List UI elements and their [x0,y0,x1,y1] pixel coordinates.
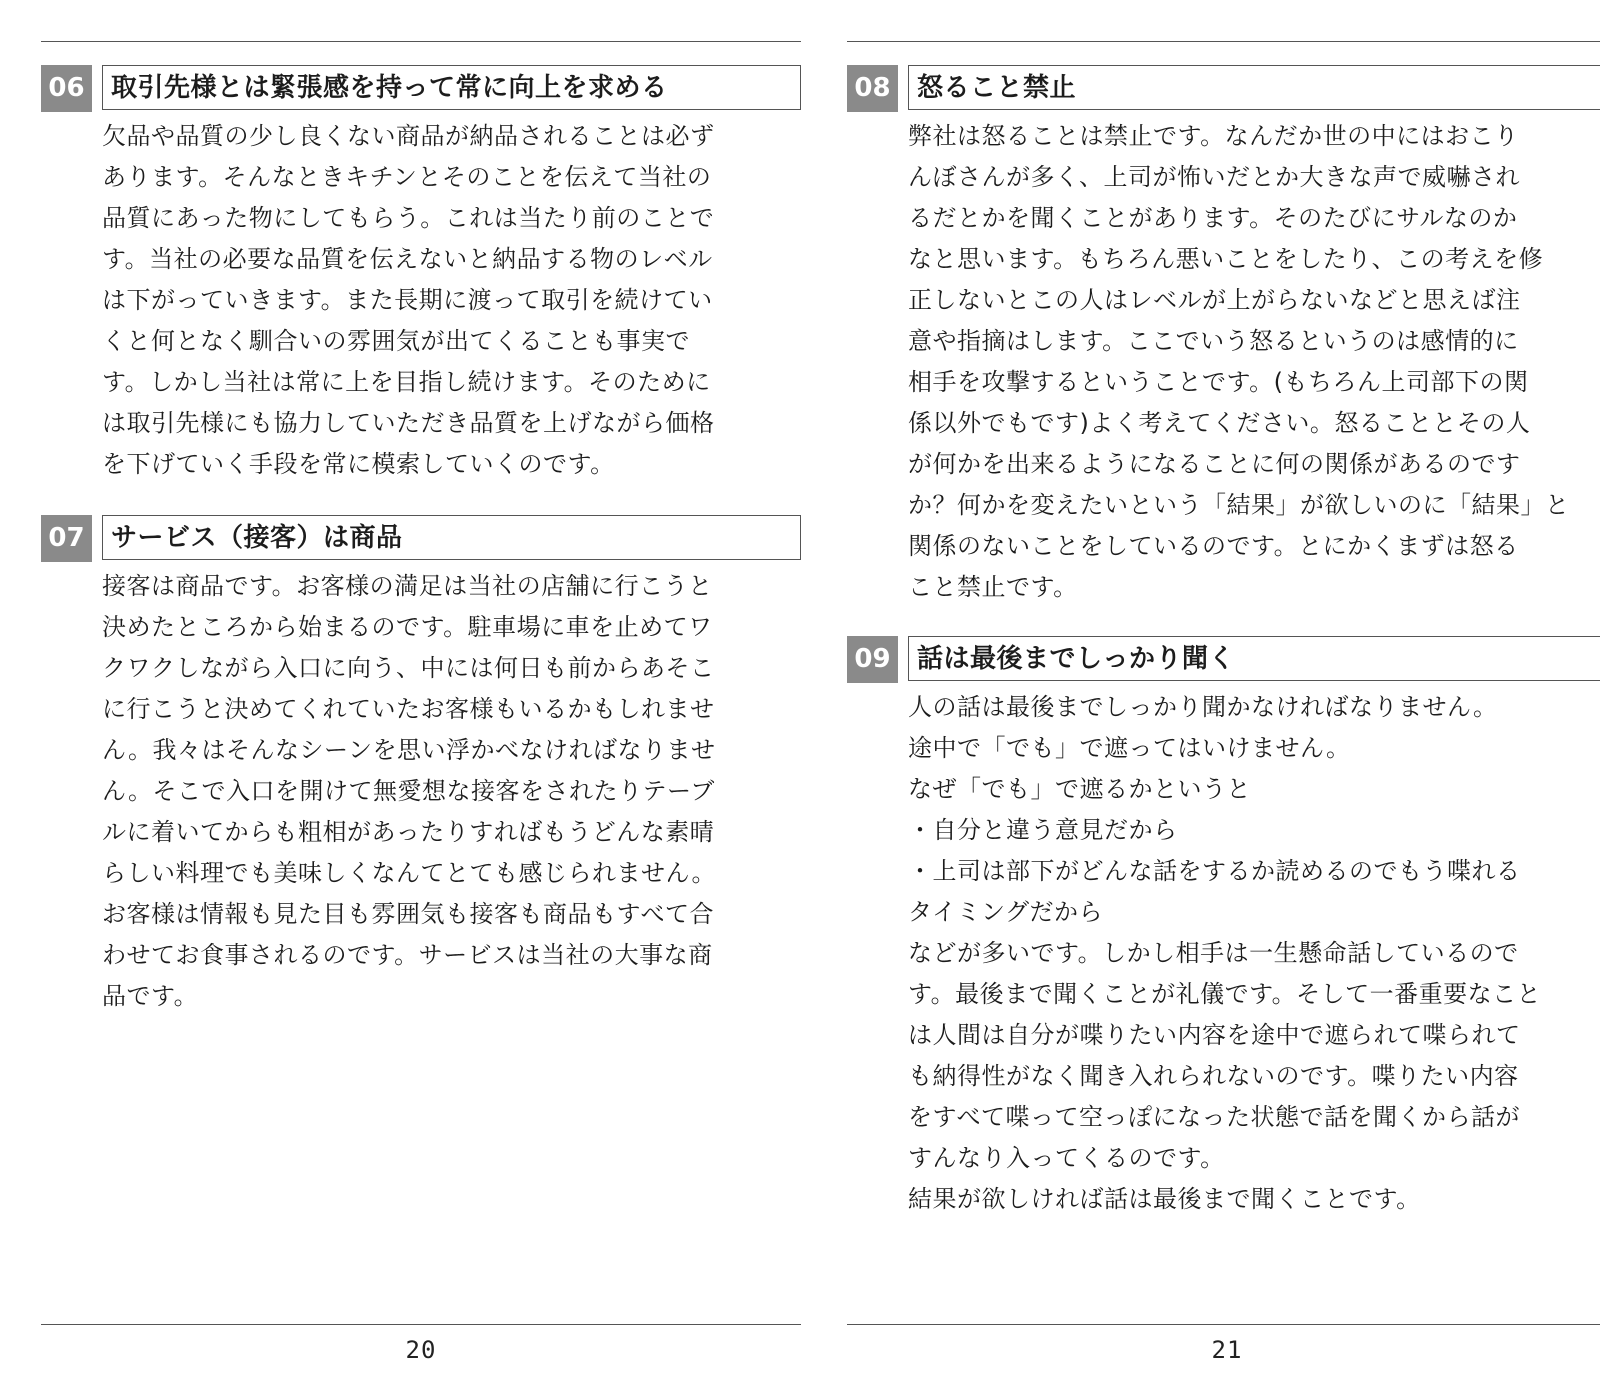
page-number: 20 [405,1336,437,1364]
section-heading [847,636,1600,683]
body-line: るだとかを聞くことがあります。そのたびにサルなのか [908,204,1518,232]
body-line: ん。我々はそんなシーンを思い浮かべなければなりませ [102,736,716,764]
page-number: 21 [1211,1336,1243,1364]
right-page [847,0,1600,1400]
bullet-line: ・上司は部下がどんな話をするか読めるのでもう喋れる [908,857,1521,885]
top-rule [847,41,1600,42]
body-line: す。しかし当社は常に上を目指し続けます。そのために [102,368,711,396]
section-body [908,683,1600,1220]
body-line: 関係のないことをしているのです。とにかくまずは怒る [908,532,1519,560]
body-line: に行こうと決めてくれていたお客様もいるかもしれませ [102,695,715,723]
body-line: すんなり入ってくるのです。 [908,1144,1225,1172]
body-line: が何かを出来るようになることに何の関係があるのです [908,450,1521,478]
body-line: をすべて喋って空っぽになった状態で話を聞くから話が [908,1103,1521,1131]
body-line: 正しないとこの人はレベルが上がらないなどと思えば注 [908,286,1521,314]
top-rule [41,41,801,42]
section-heading [41,65,801,112]
section-title: 取引先様とは緊張感を持って常に向上を求める [102,65,801,110]
section-number: 07 [41,515,92,562]
body-line: なぜ「でも」で遮るかというと [908,775,1251,803]
body-line: は下がっていきます。また長期に渡って取引を続けてい [102,286,713,314]
body-line: 意や指摘はします。ここでいう怒るというのは感情的に [908,327,1519,355]
section-title: 話は最後までしっかり聞く [908,636,1600,681]
body-line: は人間は自分が喋りたい内容を途中で遮られて喋られて [908,1021,1521,1049]
section-heading [847,65,1600,112]
section-number: 09 [847,636,898,683]
section-body [908,112,1600,608]
section-number: 06 [41,65,92,112]
body-line: らしい料理でも美味しくなんてとても感じられません。 [102,859,716,887]
bottom-rule [847,1324,1600,1325]
body-line: 決めたところから始まるのです。駐車場に車を止めてワ [102,613,713,641]
body-line: 係以外でもです)よく考えてください。怒ることとその人 [908,409,1531,437]
section-title: 怒ること禁止 [908,65,1600,110]
body-line: お客様は情報も見た目も雰囲気も接客も商品もすべて合 [102,900,715,928]
section-09 [847,636,1600,1220]
body-line: クワクしながら入口に向う、中には何日も前からあそこ [102,654,715,682]
section-body [102,562,801,1017]
body-line: タイミングだから [908,898,1104,926]
body-line: 人の話は最後までしっかり聞かなければなりません。 [908,693,1498,721]
body-line: 欠品や品質の少し良くない商品が納品されることは必ず [102,122,715,150]
body-line: 途中で「でも」で遮ってはいけません。 [908,734,1351,762]
body-line: す。最後まで聞くことが礼儀です。そして一番重要なこと [908,980,1542,1008]
body-line: こと禁止です。 [908,573,1078,601]
body-line: 品です。 [102,982,199,1010]
body-line: 相手を攻撃するということです。(もちろん上司部下の関 [908,368,1529,396]
left-page [41,0,801,1400]
body-line: か？何かを変えたいという「結果」が欲しいのに「結果」と [908,491,1570,519]
body-line: 弊社は怒ることは禁止です。なんだか世の中にはおこり [908,122,1519,150]
section-number: 08 [847,65,898,112]
body-line: す。当社の必要な品質を伝えないと納品する物のレベル [102,245,713,273]
section-06 [41,65,801,485]
body-line: も納得性がなく聞き入れられないのです。喋りたい内容 [908,1062,1519,1090]
bullet-line: ・自分と違う意見だから [908,816,1178,844]
body-line: あります。そんなときキチンとそのことを伝えて当社の [102,163,712,191]
body-line: は取引先様にも協力していただき品質を上げながら価格 [102,409,715,437]
body-line: ん。そこで入口を開けて無愛想な接客をされたりテーブ [102,777,715,805]
body-line: 結果が欲しければ話は最後まで聞くことです。 [908,1185,1421,1213]
body-line: ルに着いてからも粗相があったりすればもうどんな素晴 [102,818,715,846]
body-line: わせてお食事されるのです。サービスは当社の大事な商 [102,941,713,969]
body-line: なと思います。もちろん悪いことをしたり、この考えを修 [908,245,1544,273]
body-line: くと何となく馴合いの雰囲気が出てくることも事実で [102,327,690,355]
body-line: 品質にあった物にしてもらう。これは当たり前のことで [102,204,715,232]
body-line: 接客は商品です。お客様の満足は当社の店舗に行こうと [102,572,713,600]
section-body [102,112,801,485]
section-heading [41,515,801,562]
section-07 [41,515,801,1017]
body-line: を下げていく手段を常に模索していくのです。 [102,450,615,478]
bottom-rule [41,1324,801,1325]
section-08 [847,65,1600,608]
section-title: サービス（接客）は商品 [102,515,801,560]
body-line: んぼさんが多く、上司が怖いだとか大きな声で威嚇され [908,163,1521,191]
body-line: などが多いです。しかし相手は一生懸命話しているので [908,939,1519,967]
